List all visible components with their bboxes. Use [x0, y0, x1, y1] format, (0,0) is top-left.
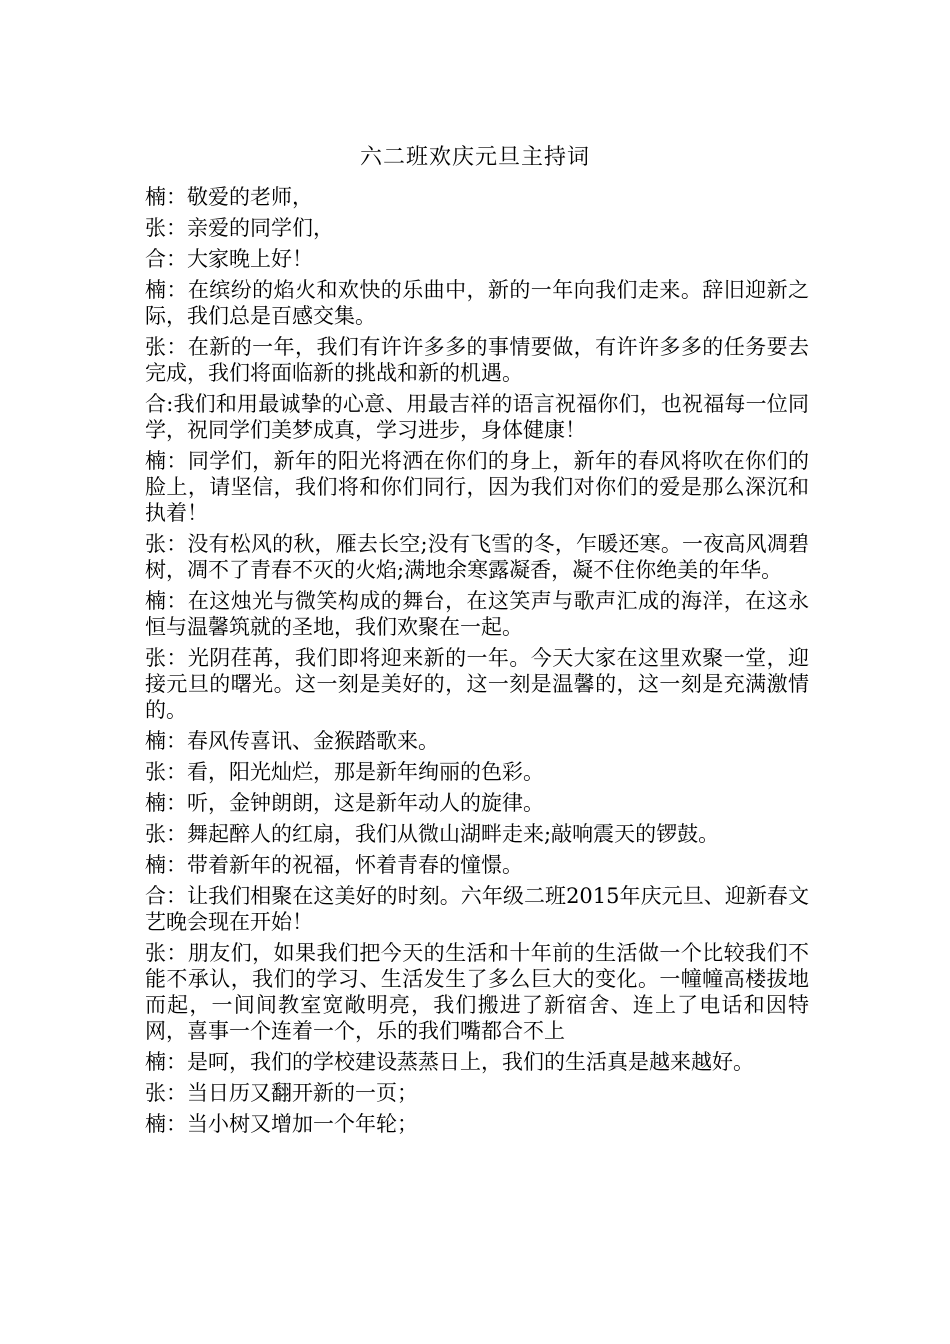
paragraph: 张：看，阳光灿烂，那是新年绚丽的色彩。: [145, 760, 544, 784]
paragraph: 楠：在这烛光与微笑构成的舞台，在这笑声与歌声汇成的海洋，在这永恒与温馨筑就的圣地，我们欢聚在一起。: [145, 589, 809, 639]
paragraph: 楠：是呵，我们的学校建设蒸蒸日上，我们的生活真是越来越好。: [145, 1050, 754, 1074]
paragraph: 合：让我们相聚在这美好的时刻。六年级二班2015年庆元旦、迎新春文艺晚会现在开始！: [145, 884, 809, 934]
paragraph: 楠：在缤纷的焰火和欢快的乐曲中，新的一年向我们走来。辞旧迎新之际，我们总是百感交集。: [145, 278, 809, 328]
paragraph: 楠：春风传喜讯、金猴踏歌来。: [145, 729, 439, 753]
document-title: 六二班欢庆元旦主持词: [359, 145, 590, 170]
paragraph: 张：在新的一年，我们有许许多多的事情要做，有许许多多的任务要去完成，我们将面临新的挑战和新的机遇。: [145, 335, 809, 385]
paragraph: 楠：带着新年的祝福，怀着青春的憧憬。: [145, 853, 523, 877]
paragraph: 张：光阴荏苒，我们即将迎来新的一年。今天大家在这里欢聚一堂，迎接元旦的曙光。这一刻是美好的，这一刻是温馨的，这一刻是充满激情的。: [145, 646, 809, 722]
document-body: [145, 184, 809, 1142]
paragraph: 楠：同学们，新年的阳光将洒在你们的身上，新年的春风将吹在你们的脸上，请坚信，我们将和你们同行，因为我们对你们的爱是那么深沉和执着！: [145, 449, 809, 525]
paragraph: 楠：敬爱的老师，: [145, 185, 313, 209]
paragraph: 张：亲爱的同学们，: [145, 216, 334, 240]
paragraph: 张：没有松风的秋，雁去长空;没有飞雪的冬，乍暖还寒。一夜高风凋碧树，凋不了青春不灭的火焰;满地余寒露凝香，凝不住你绝美的年华。: [145, 532, 809, 582]
paragraph: 合：大家晚上好！: [145, 247, 313, 271]
paragraph: 合:我们和用最诚挚的心意、用最吉祥的语言祝福你们，也祝福每一位同学，祝同学们美梦成真，学习进步，身体健康！: [145, 392, 809, 442]
paragraph: 张：当日历又翻开新的一页；: [145, 1081, 418, 1105]
paragraph: 楠：听，金钟朗朗，这是新年动人的旋律。: [145, 791, 544, 815]
paragraph: 楠：当小树又增加一个年轮；: [145, 1112, 418, 1136]
paragraph: 张：朋友们，如果我们把今天的生活和十年前的生活做一个比较我们不能不承认，我们的学习、生活发生了多么巨大的变化。一幢幢高楼拔地而起，一间间教室宽敞明亮，我们搬进了新宿舍、连上了电话和因特网，喜事一个连着一个，乐的我们嘴都合不上: [145, 941, 809, 1043]
paragraph: 张：舞起醉人的红扇，我们从微山湖畔走来;敲响震天的锣鼓。: [145, 822, 720, 846]
